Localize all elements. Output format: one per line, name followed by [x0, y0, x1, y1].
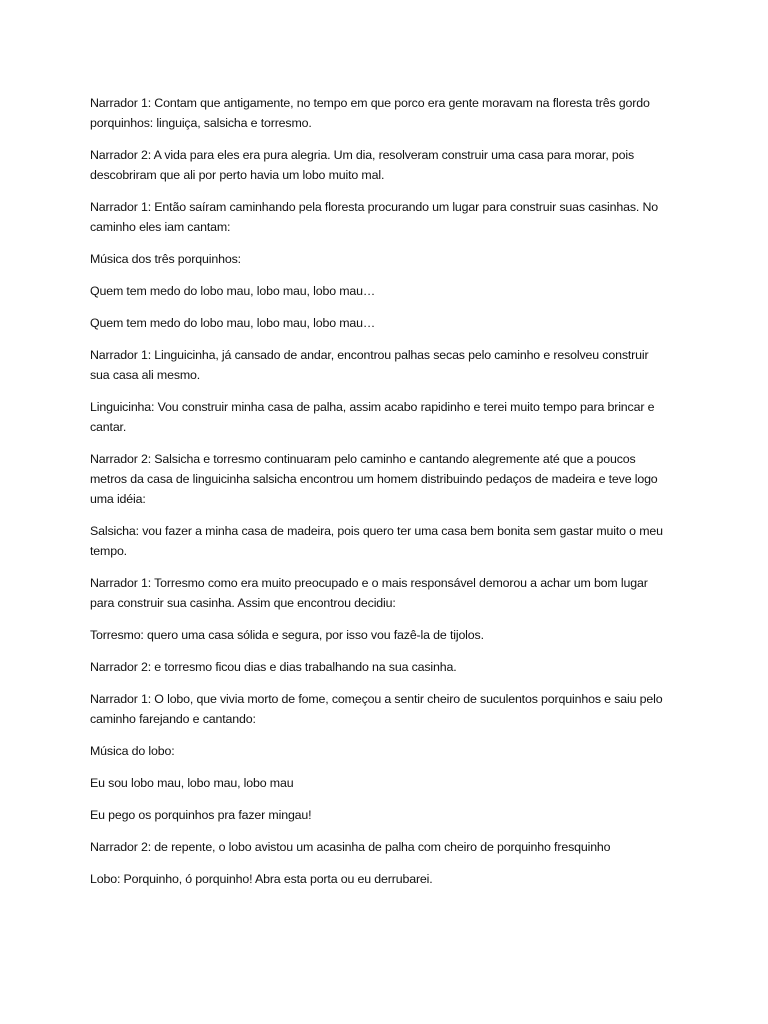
paragraph-torresmo-speech: Torresmo: quero uma casa sólida e segura, por isso vou fazê-la de tijolos.: [90, 628, 484, 642]
paragraph-musica-lobo-title: Música do lobo:: [90, 744, 175, 758]
paragraph-salsicha-speech: Salsicha: vou fazer a minha casa de madeira, pois quero ter uma casa bem bonita sem gastar muito o meu tempo.: [90, 524, 663, 558]
paragraph-linguicinha-speech: Linguicinha: Vou construir minha casa de palha, assim acabo rapidinho e terei muito tempo para brincar e cantar.: [90, 400, 655, 434]
document-body: [90, 93, 670, 901]
paragraph-song-line-2: Quem tem medo do lobo mau, lobo mau, lobo mau…: [90, 316, 376, 330]
paragraph-narrador-1-lobo: Narrador 1: O lobo, que vivia morto de fome, começou a sentir cheiro de suculentos porquinhos e saiu pelo caminho farejando e cantando:: [90, 692, 663, 726]
paragraph-narrador-1-intro: Narrador 1: Contam que antigamente, no tempo em que porco era gente moravam na floresta três gordo porquinhos: linguiça, salsicha e torresmo.: [90, 96, 650, 130]
paragraph-lobo-song-line-2: Eu pego os porquinhos pra fazer mingau!: [90, 808, 312, 822]
paragraph-narrador-2-vida: Narrador 2: A vida para eles era pura alegria. Um dia, resolveram construir uma casa para morar, pois descobriram que ali por perto havia um lobo muito mal.: [90, 148, 635, 182]
paragraph-musica-porquinhos-title: Música dos três porquinhos:: [90, 252, 241, 266]
paragraph-narrador-2-acasinha: Narrador 2: de repente, o lobo avistou um acasinha de palha com cheiro de porquinho fresquinho: [90, 840, 611, 854]
paragraph-narrador-2-torresmo-works: Narrador 2: e torresmo ficou dias e dias trabalhando na sua casinha.: [90, 660, 457, 674]
paragraph-narrador-1-linguicinha: Narrador 1: Linguicinha, já cansado de andar, encontrou palhas secas pelo caminho e resolveu construir sua casa ali mesmo.: [90, 348, 649, 382]
paragraph-narrador-1-torresmo: Narrador 1: Torresmo como era muito preocupado e o mais responsável demorou a achar um bom lugar para construir sua casinha. Assim que encontrou decidiu:: [90, 576, 648, 610]
paragraph-narrador-2-salsicha: Narrador 2: Salsicha e torresmo continuaram pelo caminho e cantando alegremente até que a poucos metros da casa de linguicinha salsicha encontrou um homem distribuindo pedaços de madeira e teve logo uma idéia:: [90, 452, 658, 506]
paragraph-lobo-song-line-1: Eu sou lobo mau, lobo mau, lobo mau: [90, 776, 294, 790]
paragraph-song-line-1: Quem tem medo do lobo mau, lobo mau, lobo mau…: [90, 284, 376, 298]
paragraph-narrador-1-caminho: Narrador 1: Então saíram caminhando pela floresta procurando um lugar para construir suas casinhas. No caminho eles iam cantam:: [90, 200, 659, 234]
paragraph-lobo-speech: Lobo: Porquinho, ó porquinho! Abra esta porta ou eu derrubarei.: [90, 872, 433, 886]
